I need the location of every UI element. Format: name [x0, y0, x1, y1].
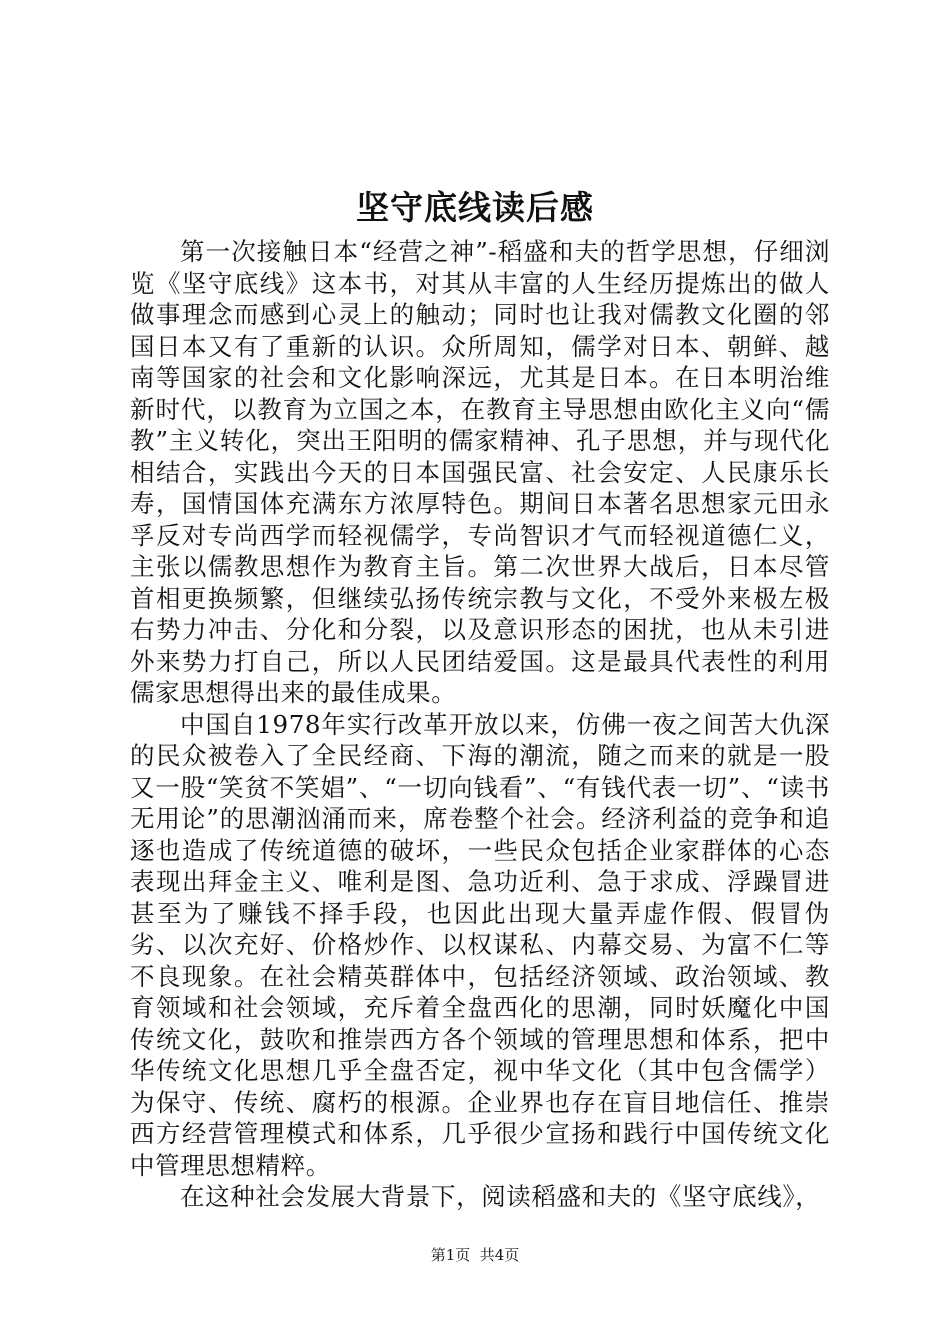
paragraph-3: 在这种社会发展大背景下，阅读稻盛和夫的《坚守底线》，: [180, 1182, 821, 1211]
paragraph-1: 第一次接触日本“经营之神”-稻盛和夫的哲学思想，仔细浏览《坚守底线》这本书，对其从丰富的人生经历提炼出的做人做事理念而感到心灵上的触动；同时也让我对儒教文化圈的邻国日本又有了重新的认识。众所周知，儒学对日本、朝鲜、越南等国家的社会和文化影响深远，尤其是日本。在日本明治维新时代，以教育为立国之本，在教育主导思想由欧化主义向“儒教”主义转化，突出王阳明的儒家精神、孔子思想，并与现代化相结合，实践出今天的日本国强民富、社会安定、人民康乐长寿，国情国体充满东方浓厚特色。期间日本著名思想家元田永孚反对专尚西学而轻视儒学，专尚智识才气而轻视道德仁义，主张以儒教思想作为教育主旨。第二次世界大战后，日本尽管首相更换频繁，但继续弘扬传统宗教与文化，不受外来极左极右势力冲击、分化和分裂，以及意识形态的困扰，也从未引进外来势力打自己，所以人民团结爱国。这是最具代表性的利用儒家思想得出来的最佳成果。: [130, 237, 830, 707]
document-title: 坚守底线读后感: [356, 188, 594, 227]
page-footer: [0, 1244, 950, 1266]
paragraph-2: 中国自1978年实行改革开放以来，仿佛一夜之间苦大仇深的民众被卷入了全民经商、下海的潮流，随之而来的就是一股又一股“笑贫不笑娼”、“一切向钱看”、“有钱代表一切”、“读书无用论”的思潮汹涌而来，席卷整个社会。经济利益的竞争和追逐也造成了传统道德的破坏，一些民众包括企业家群体的心态表现出拜金主义、唯利是图、急功近利、急于求成、浮躁冒进甚至为了赚钱不择手段，也因此出现大量弄虚作假、假冒伪劣、以次充好、价格炒作、以权谋私、内幕交易、为富不仁等不良现象。在社会精英群体中，包括经济领域、政治领域、教育领域和社会领域，充斥着全盘西化的思潮，同时妖魔化中国传统文化，鼓吹和推崇西方各个领域的管理思想和体系，把中华传统文化思想几乎全盘否定，视中华文化（其中包含儒学）为保守、传统、腐朽的根源。企业界也存在盲目地信任、推崇西方经营管理模式和体系，几乎很少宣扬和践行中国传统文化中管理思想精粹。: [130, 709, 830, 1180]
document-body: [130, 236, 830, 1213]
page-number-label: 第1页 共4页: [430, 1246, 520, 1264]
